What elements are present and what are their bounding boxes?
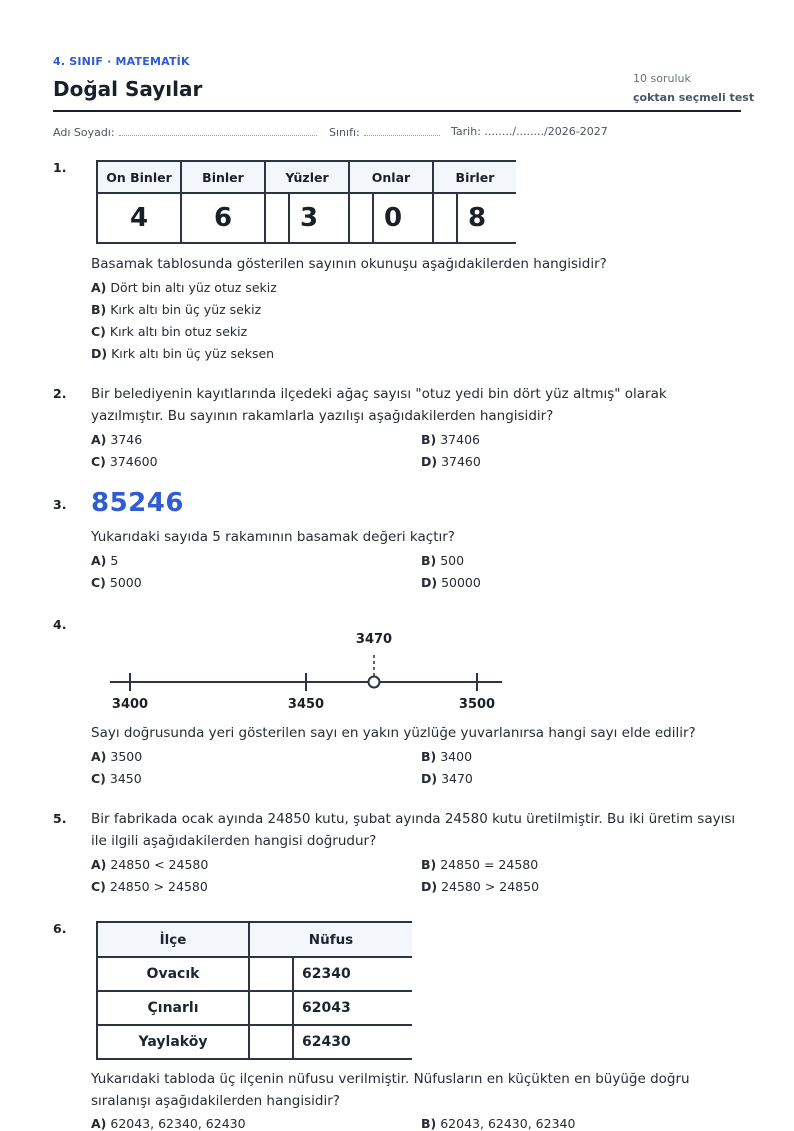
option-b[interactable]: B) 3400 xyxy=(421,749,473,764)
option-c[interactable]: C) 5000 xyxy=(91,575,142,590)
digit-cell: 6 xyxy=(181,193,265,243)
digit-cell xyxy=(433,193,516,243)
question-number: 2. xyxy=(53,386,67,401)
option-a[interactable]: A) 5 xyxy=(91,553,119,568)
option-d[interactable]: D) 24580 > 24850 xyxy=(421,879,540,894)
column-header: Nüfus xyxy=(249,922,412,957)
option-a[interactable]: A) 3746 xyxy=(91,432,143,447)
place-value-table xyxy=(96,160,516,244)
column-header: İlçe xyxy=(97,922,249,957)
district-name: Çınarlı xyxy=(97,991,249,1025)
option-d[interactable]: D) 50000 xyxy=(421,575,481,590)
option-b[interactable]: B) 37406 xyxy=(421,432,480,447)
option-c[interactable]: C) 374600 xyxy=(91,454,158,469)
tick-label: 3500 xyxy=(458,697,496,712)
option-a[interactable]: A) Dört bin altı yüz otuz sekiz xyxy=(91,280,277,295)
column-header: Binler xyxy=(181,161,265,193)
population-table xyxy=(96,921,412,1060)
tick-label: 3400 xyxy=(111,697,149,712)
name-label: Adı Soyadı: xyxy=(53,126,115,139)
marked-value-label: 3470 xyxy=(355,632,393,647)
option-d[interactable]: D) 37460 xyxy=(421,454,481,469)
tick-label: 3450 xyxy=(287,697,325,712)
column-header: Yüzler xyxy=(265,161,349,193)
district-name: Yaylaköy xyxy=(97,1025,249,1059)
question-stem: Yukarıdaki sayıda 5 rakamının basamak değeri kaçtır? xyxy=(91,529,455,545)
population-value: 62043 xyxy=(293,991,412,1025)
digit-cell: 4 xyxy=(97,193,181,243)
option-b[interactable]: B) 500 xyxy=(421,553,465,568)
option-a[interactable]: A) 3500 xyxy=(91,749,143,764)
option-c[interactable]: C) Kırk altı bin otuz sekiz xyxy=(91,324,248,339)
grade-subject: 4. SINIF · MATEMATİK xyxy=(53,55,190,68)
option-b[interactable]: B) 62043, 62430, 62340 xyxy=(421,1116,576,1131)
name-field[interactable] xyxy=(53,125,317,139)
option-c[interactable]: C) 3450 xyxy=(91,771,142,786)
date-field[interactable]: Tarih: ......../......../2026-2027 xyxy=(451,125,608,138)
question-number: 6. xyxy=(53,921,67,936)
page-title: Doğal Sayılar xyxy=(53,77,203,101)
question-stem: Bir belediyenin kayıtlarında ilçedeki ağaç sayısı "otuz yedi bin dört yüz altmış" olarak yazılmıştır. Bu sayının rakamlarla yazılışı aşağıdakilerden hangisidir? xyxy=(91,386,667,424)
digit-cell xyxy=(349,193,433,243)
class-field[interactable] xyxy=(329,125,440,139)
question-count: 10 soruluk xyxy=(633,72,691,85)
class-label: Sınıfı: xyxy=(329,126,360,139)
option-a[interactable]: A) 24850 < 24580 xyxy=(91,857,209,872)
featured-number: 85246 xyxy=(91,488,184,518)
option-c[interactable]: C) 24850 > 24580 xyxy=(91,879,208,894)
table-row xyxy=(97,991,412,1025)
question-stem: Bir fabrikada ocak ayında 24850 kutu, şubat ayında 24580 kutu üretilmiştir. Bu iki üretim sayısı ile ilgili aşağıdakilerden hangisi doğrudur? xyxy=(91,811,736,849)
district-name: Ovacık xyxy=(97,957,249,991)
option-d[interactable]: D) Kırk altı bin üç yüz seksen xyxy=(91,346,275,361)
question-number: 4. xyxy=(53,617,67,632)
number-line xyxy=(96,628,516,718)
option-d[interactable]: D) 3470 xyxy=(421,771,473,786)
test-type: çoktan seçmeli test xyxy=(633,91,755,104)
column-header: On Binler xyxy=(97,161,181,193)
question-stem: Basamak tablosunda gösterilen sayının okunuşu aşağıdakilerden hangisidir? xyxy=(91,256,607,272)
table-row xyxy=(97,957,412,991)
question-number: 5. xyxy=(53,811,67,826)
question-stem: Sayı doğrusunda yeri gösterilen sayı en yakın yüzlüğe yuvarlanırsa hangi sayı elde edilir? xyxy=(91,725,696,741)
marked-point xyxy=(369,677,380,688)
population-value: 62430 xyxy=(293,1025,412,1059)
digit-value: 3 xyxy=(300,203,319,233)
digit-value: 0 xyxy=(384,203,403,233)
header-divider xyxy=(53,110,741,112)
population-value: 62340 xyxy=(293,957,412,991)
option-a[interactable]: A) 62043, 62340, 62430 xyxy=(91,1116,246,1131)
question-number: 1. xyxy=(53,160,67,175)
column-header: Birler xyxy=(433,161,516,193)
column-header: Onlar xyxy=(349,161,433,193)
question-number: 3. xyxy=(53,497,67,512)
table-row xyxy=(97,1025,412,1059)
option-b[interactable]: B) 24850 = 24580 xyxy=(421,857,539,872)
question-stem: Yukarıdaki tabloda üç ilçenin nüfusu verilmiştir. Nüfusların en küçükten en büyüğe doğru sıralanışı aşağıdakilerden hangisidir? xyxy=(91,1071,690,1109)
digit-cell xyxy=(265,193,349,243)
digit-value: 8 xyxy=(468,203,487,233)
option-b[interactable]: B) Kırk altı bin üç yüz sekiz xyxy=(91,302,262,317)
